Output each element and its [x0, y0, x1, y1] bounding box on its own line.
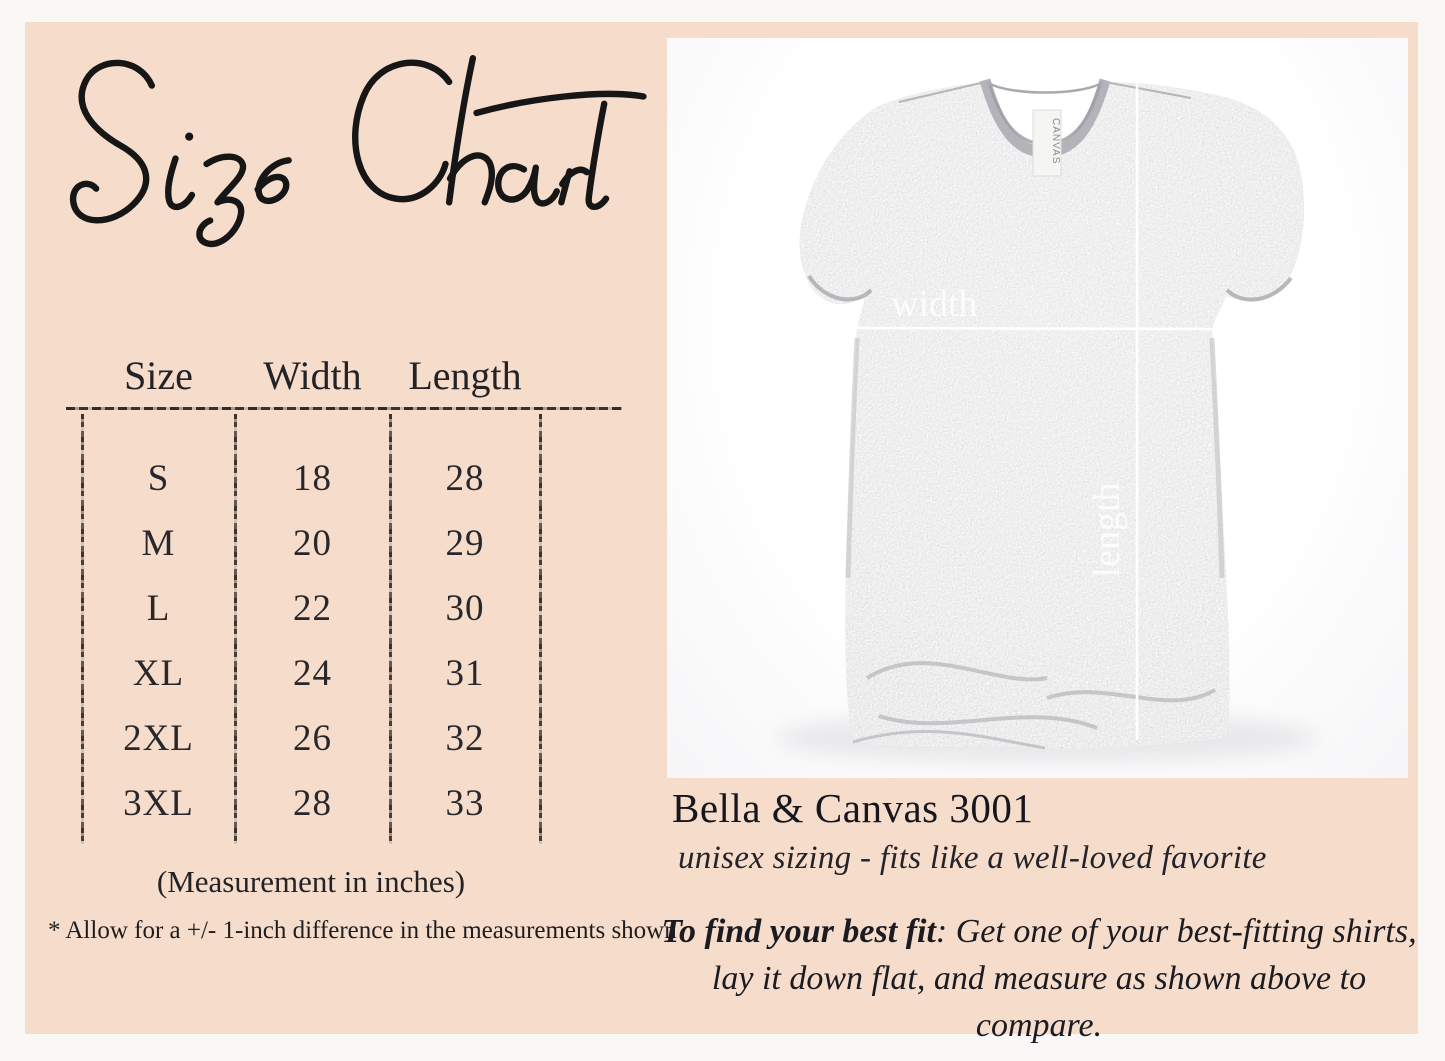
size-table-body	[82, 446, 540, 836]
cell-length: 29	[445, 523, 485, 564]
product-name: Bella & Canvas 3001	[672, 785, 1034, 831]
table-row	[82, 771, 540, 836]
table-header-rule	[66, 407, 622, 410]
table-row	[82, 641, 540, 706]
cell-size: L	[146, 588, 171, 629]
table-row	[82, 511, 540, 576]
product-subtitle: unisex sizing - fits like a well-loved favorite	[678, 840, 1267, 876]
fit-tip-line2: lay it down flat, and measure as shown above to compare.	[711, 960, 1367, 1044]
width-label: width	[891, 283, 978, 325]
cell-length: 30	[445, 588, 485, 629]
cell-size: S	[147, 458, 170, 499]
cell-size: 3XL	[123, 783, 194, 824]
tshirt-photo	[667, 38, 1408, 778]
tolerance-disclaimer: * Allow for a +/- 1-inch difference in the measurements shown	[48, 917, 677, 944]
tshirt-body	[800, 82, 1304, 749]
script-title-art	[46, 44, 648, 284]
width-measure-line	[855, 328, 1212, 329]
neck-tag-text: CANVAS	[1050, 118, 1061, 165]
size-table-header	[82, 352, 540, 399]
cell-length: 32	[445, 718, 485, 759]
tshirt-illustration	[667, 38, 1408, 778]
cell-size: M	[141, 523, 176, 564]
cell-width: 22	[293, 588, 332, 629]
fit-tip-lead: To find your best fit	[661, 913, 936, 950]
cell-length: 31	[445, 653, 485, 694]
cell-width: 26	[293, 718, 332, 759]
cell-width: 24	[293, 653, 332, 694]
length-label: length	[1086, 482, 1128, 578]
measurement-note: (Measurement in inches)	[156, 864, 466, 899]
cell-length: 28	[445, 458, 485, 499]
cell-size: XL	[132, 653, 185, 694]
cell-width: 28	[293, 783, 332, 824]
page-title	[46, 44, 648, 284]
cell-size: 2XL	[123, 718, 194, 759]
cell-width: 18	[293, 458, 332, 499]
table-row	[82, 446, 540, 511]
collar-back-line	[987, 82, 1103, 93]
fit-tip	[656, 908, 1422, 1049]
table-row	[82, 706, 540, 771]
header-width: Width	[263, 353, 362, 398]
cell-length: 33	[445, 783, 485, 824]
fit-tip-lead-rest: : Get one of your best-fitting shirts,	[935, 913, 1417, 950]
cell-width: 20	[293, 523, 332, 564]
header-size: Size	[124, 353, 193, 398]
header-length: Length	[408, 353, 522, 398]
table-row	[82, 576, 540, 641]
